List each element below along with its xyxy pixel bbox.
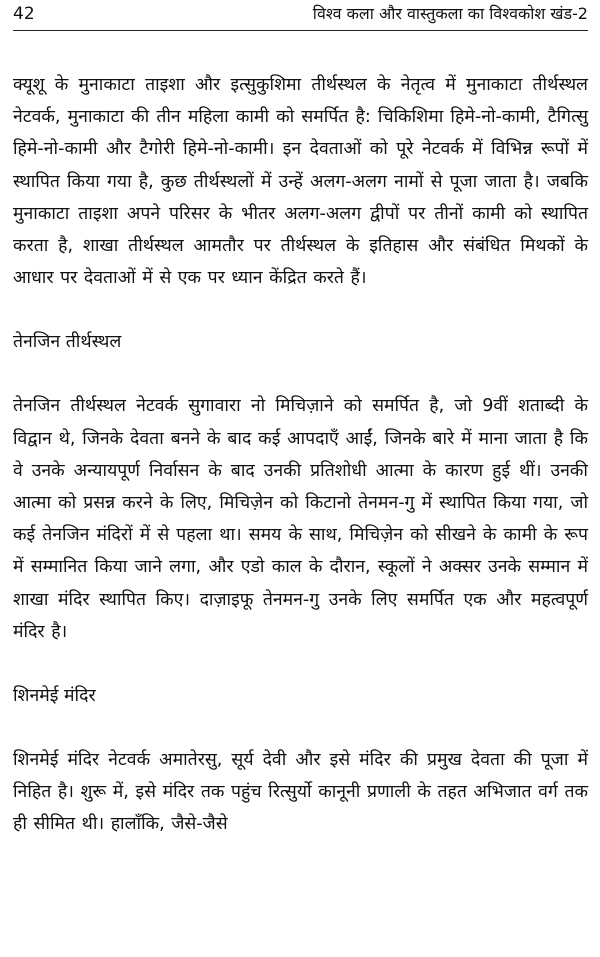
paragraph-munakata: क्यूशू के मुनाकाटा ताइशा और इत्सुकुशिमा तीर्थस्थल के नेतृत्व में मुनाकाटा तीर्थस्थल नेटवर्क, मुनाकाटा की तीन महिला कामी को समर्पित है: चिकिशिमा हिमे-नो-कामी, टैगित्सु हिमे-नो-कामी और टैगोरी हिमे-नो-कामी। इन देवताओं को पूरे नेटवर्क में विभिन्न रूपों में स्थापित किया गया है, कुछ तीर्थस्थलों में उन्हें अलग-अलग नामों से पूजा जाता है। जबकि मुनाकाटा ताइशा अपने परिसर के भीतर अलग-अलग द्वीपों पर तीनों कामी को स्थापित करता है, शाखा तीर्थस्थल आमतौर पर तीर्थस्थल के इतिहास और संबंधित मिथकों के आधार पर देवताओं में से एक पर ध्यान केंद्रित करते हैं। — [13, 75, 588, 289]
paragraph-shinmei: शिनमेई मंदिर नेटवर्क अमातेरसु, सूर्य देवी और इसे मंदिर की प्रमुख देवता की पूजा में निहित है। शुरू में, इसे मंदिर तक पहुंच रित्सुर्यो कानूनी प्रणाली के तहत अभिजात वर्ग तक ही सीमित थी। हालाँकि, जैसे-जैसे — [13, 750, 588, 835]
paragraph-tenjin: तेनजिन तीर्थस्थल नेटवर्क सुगावारा नो मिचिज़ाने को समर्पित है, जो 9वीं शताब्दी के विद्वान थे, जिनके देवता बनने के बाद कई आपदाएँ आईं, जिनके बारे में माना जाता है कि वे उनके अन्यायपूर्ण निर्वासन के बाद उनकी प्रतिशोधी आत्मा के कारण हुई थीं। उनकी आत्मा को प्रसन्न करने के लिए, मिचिज़ेन को किटानो तेनमन-गु में स्थापित किया गया, जो कई तेनजिन मंदिरों में से पहला था। समय के साथ, मिचिज़ेन को सीखने के कामी के रूप में सम्मानित किया जाने लगा, और एडो काल के दौरान, स्कूलों ने अक्सर उनके सम्मान में शाखा मंदिर स्थापित किए। दाज़ाइफू तेनमन-गु उनके लिए समर्पित एक और महत्वपूर्ण मंदिर है। — [13, 396, 588, 642]
page-body — [13, 31, 588, 841]
page-number: 42 — [13, 4, 35, 24]
section-heading-shinmei: शिनमेई मंदिर — [13, 686, 96, 707]
running-title: विश्व कला और वास्तुकला का विश्वकोश खंड-2 — [312, 4, 588, 23]
section-heading-tenjin: तेनजिन तीर्थस्थल — [13, 332, 122, 353]
page-header — [13, 0, 588, 31]
